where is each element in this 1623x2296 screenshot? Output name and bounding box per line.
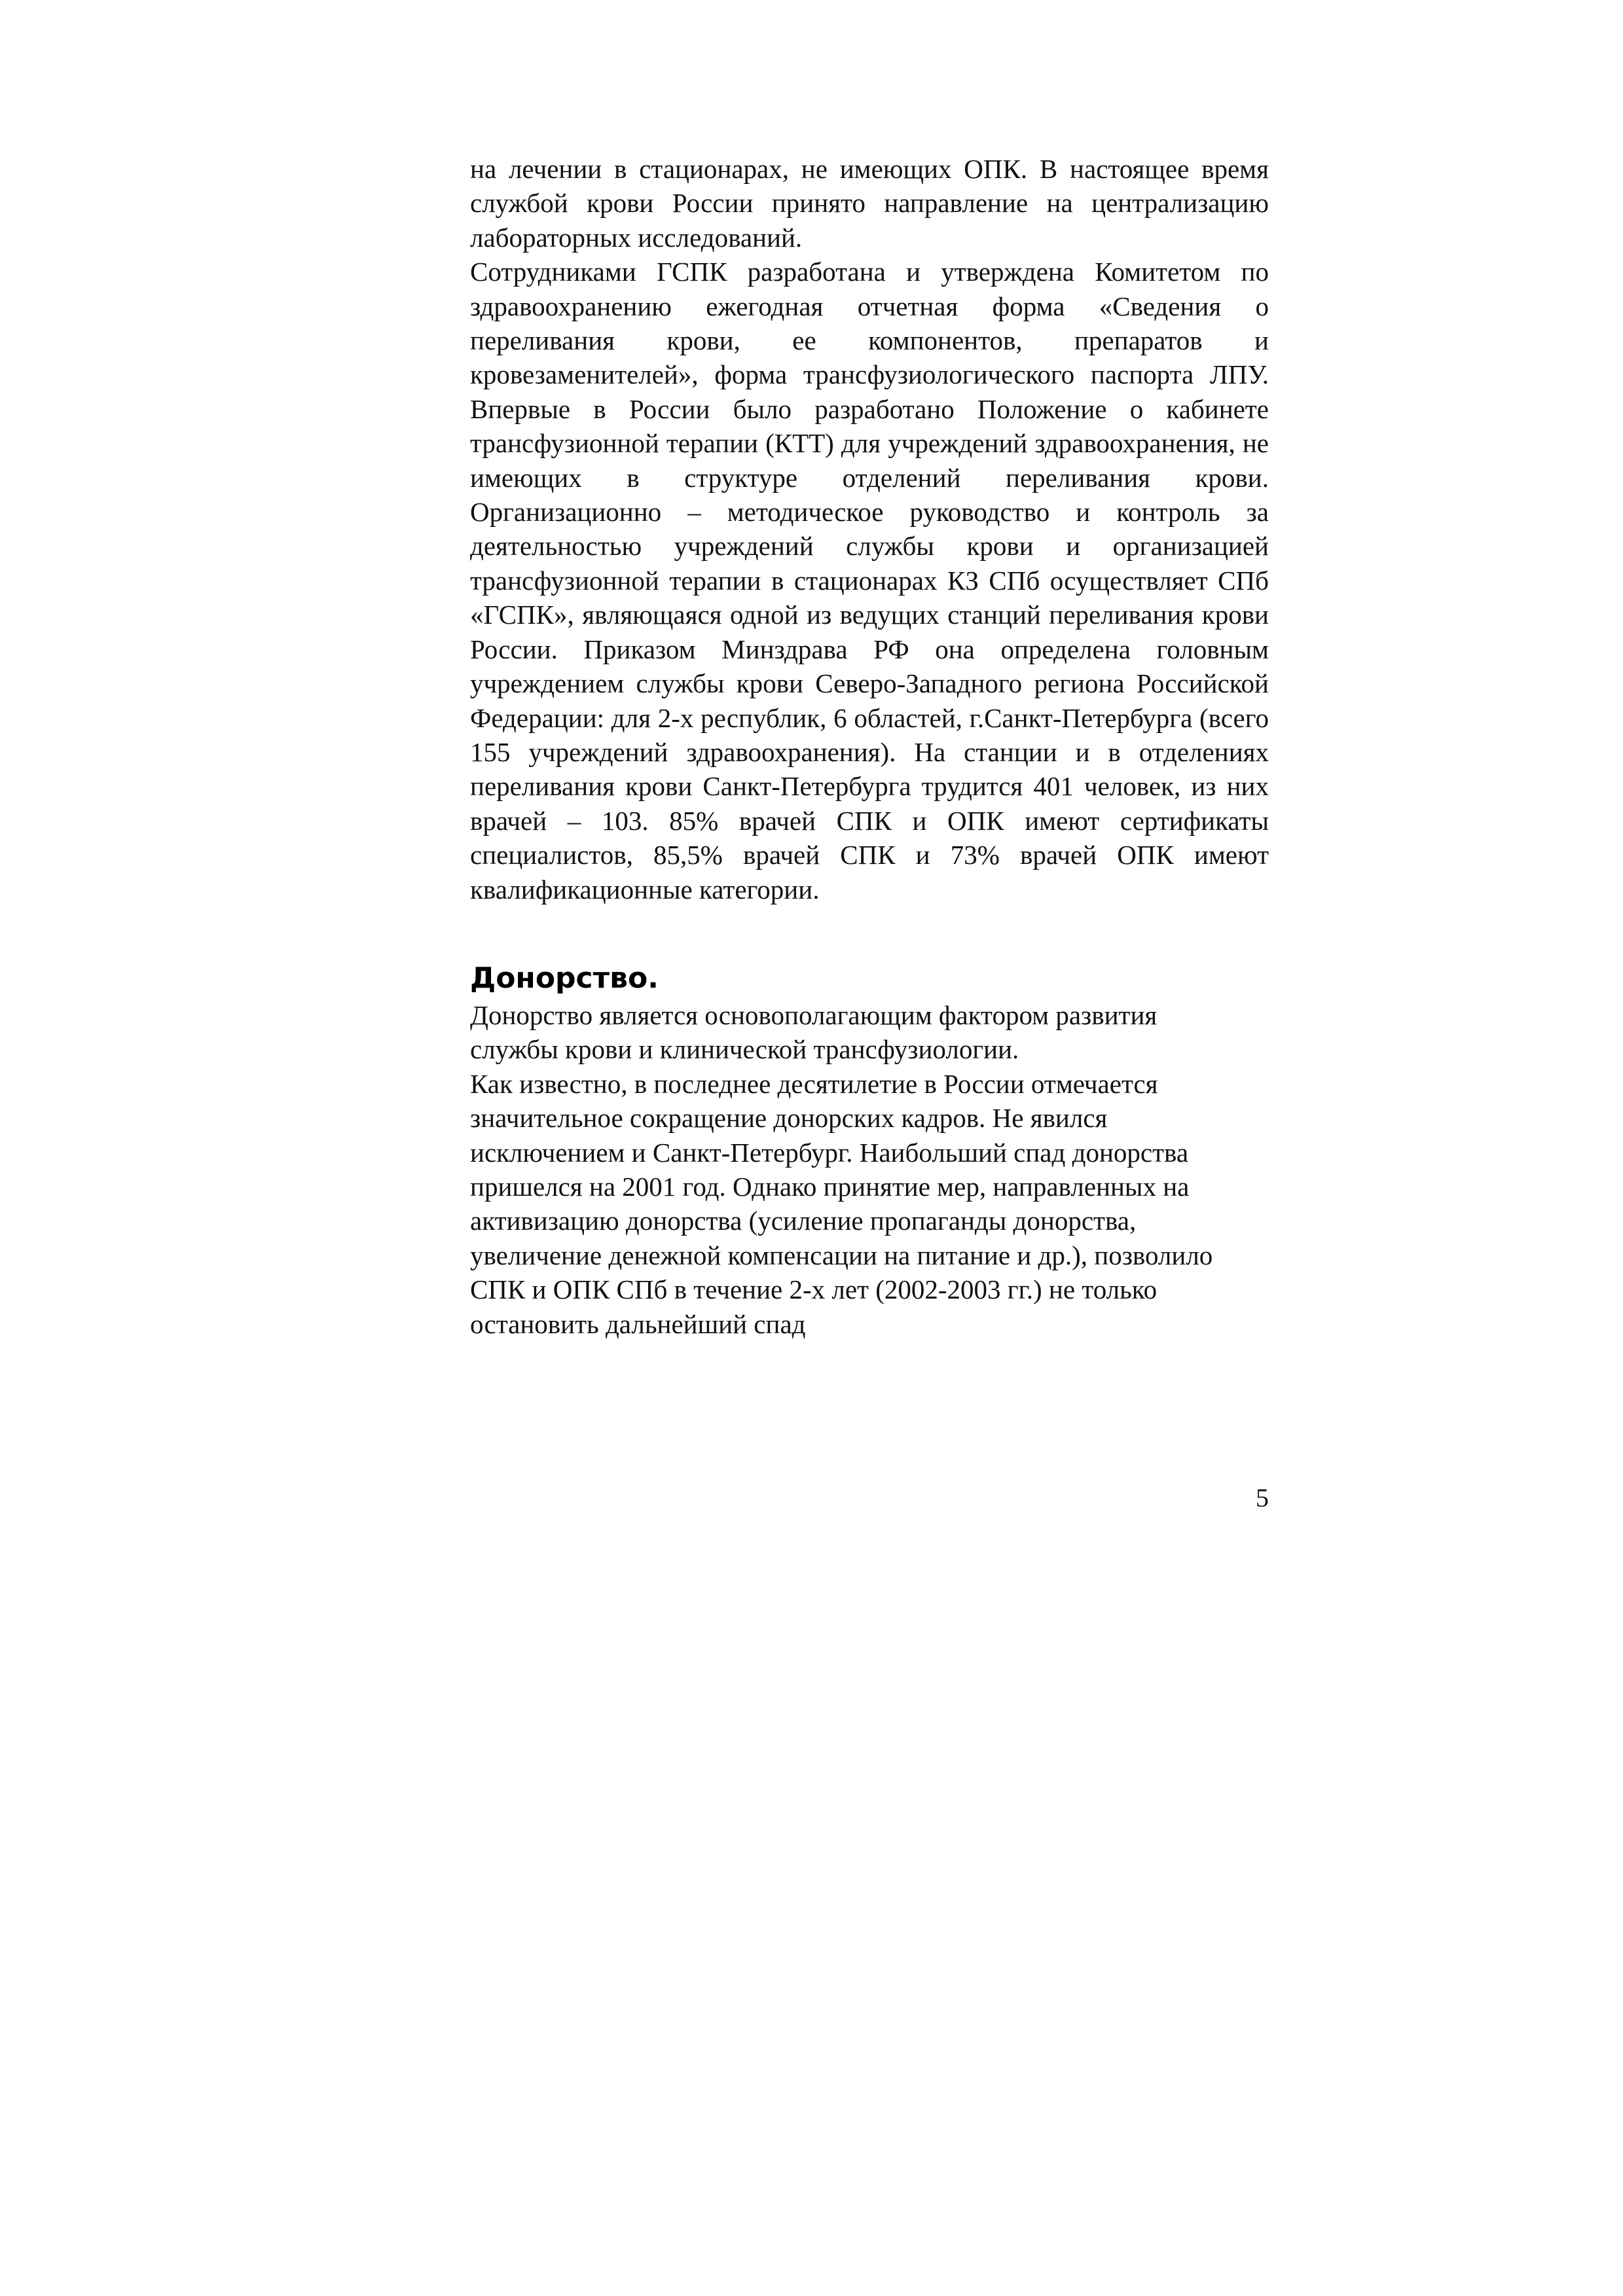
paragraph-donorship-decline: Как известно, в последнее десятилетие в России отмечается значительное сокращение донорских кадров. Не явился исключением и Санкт-Петербург. Наибольший спад донорства пришелся на 2001 год. Однако принятие мер, направленных на активизацию донорства (усиление пропаганды донорства, увеличение денежной компенсации на питание и др.), позволило СПК и ОПК СПб в течение 2-х лет (2002-2003 гг.) не только остановить дальнейший спад	[470, 1068, 1213, 1339]
section-spacer	[470, 906, 1269, 959]
paragraph-donorship-intro: Донорство является основополагающим фактором развития службы крови и клинической трансфузиологии.	[470, 999, 1158, 1065]
paragraph-gspk-organization: Сотрудниками ГСПК разработана и утверждена Комитетом по здравоохранению ежегодная отчетная форма «Сведения о переливания крови, ее компонентов, препаратов и кровезаменителей», форма трансфузиологического паспорта ЛПУ. Впервые в России было разработано Положение о кабинете трансфузионной терапии (КТТ) для учреждений здравоохранения, не имеющих в структуре отделений переливания крови. Организационно – методическое руководство и контроль за деятельностью учреждений службы крови и организацией трансфузионной терапии в стационарах КЗ СПб осуществляет СПб «ГСПК», являющаяся одной из ведущих станций переливания крови России. Приказом Минздрава РФ она определена головным учреждением службы крови Северо-Западного региона Российской Федерации: для 2-х республик, 6 областей, г.Санкт-Петербурга (всего 155 учреждений здравоохранения). На станции и в отделениях переливания крови Санкт-Петербурга трудится 401 человек, из них врачей – 103. 85% врачей СПК и ОПК имеют сертификаты специалистов, 85,5% врачей СПК и 73% врачей ОПК имеют квалификационные категории.	[470, 257, 1269, 905]
section-heading-donorship: Донорство.	[470, 961, 659, 995]
page-number: 5	[1256, 1483, 1269, 1513]
donorship-text-block	[470, 998, 1244, 1341]
text-column	[470, 152, 1269, 1341]
paragraph-lab-centralization: на лечении в стационарах, не имеющих ОПК. В настоящее время службой крови России принято направление на централизацию лабораторных исследований.	[470, 154, 1269, 253]
